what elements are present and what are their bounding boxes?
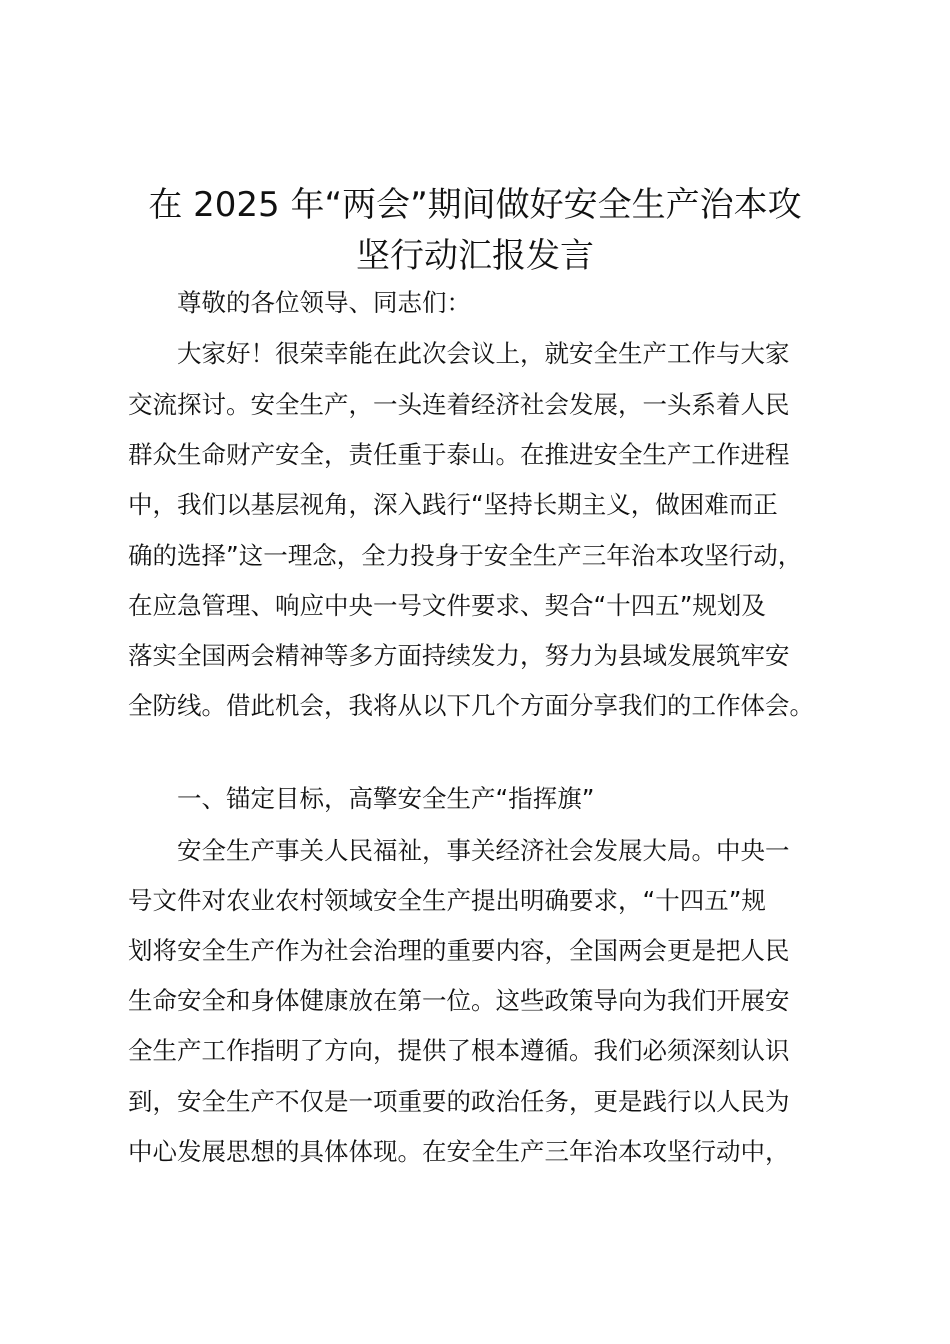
body-line: 中，我们以基层视角，深入践行“坚持长期主义，做困难而正: [128, 490, 778, 519]
body-line: 落实全国两会精神等多方面持续发力，努力为县域发展筑牢安: [128, 641, 790, 670]
body-line: 中心发展思想的具体体现。在安全生产三年治本攻坚行动中，: [128, 1137, 790, 1166]
body-line: 大家好！很荣幸能在此次会议上，就安全生产工作与大家: [177, 339, 790, 368]
title-line-1: 在 2025 年“两会”期间做好安全生产治本攻: [148, 185, 802, 225]
body-line: 全生产工作指明了方向，提供了根本遵循。我们必须深刻认识: [128, 1036, 790, 1065]
document-title: [95, 180, 855, 282]
section-heading: 一、锚定目标，高擎安全生产“指挥旗”: [177, 784, 595, 813]
body-line: 群众生命财产安全，责任重于泰山。在推进安全生产工作进程: [128, 440, 790, 469]
body-line: 划将安全生产作为社会治理的重要内容，全国两会更是把人民: [128, 936, 790, 965]
body-line: 确的选择”这一理念，全力投身于安全生产三年治本攻坚行动，: [128, 541, 803, 570]
body-line: 生命安全和身体健康放在第一位。这些政策导向为我们开展安: [128, 986, 790, 1015]
body-line: 在应急管理、响应中央一号文件要求、契合“十四五”规划及: [128, 591, 766, 620]
salutation: 尊敬的各位领导、同志们：: [177, 288, 471, 317]
title-line-2: 坚行动汇报发言: [356, 236, 594, 276]
body-line: 交流探讨。安全生产，一头连着经济社会发展，一头系着人民: [128, 390, 790, 419]
body-line: 全防线。借此机会，我将从以下几个方面分享我们的工作体会。: [128, 691, 814, 720]
body-line: 到，安全生产不仅是一项重要的政治任务，更是践行以人民为: [128, 1087, 790, 1116]
body-line: 号文件对农业农村领域安全生产提出明确要求，“十四五”规: [128, 886, 766, 915]
body-line: 安全生产事关人民福祉，事关经济社会发展大局。中央一: [177, 836, 790, 865]
